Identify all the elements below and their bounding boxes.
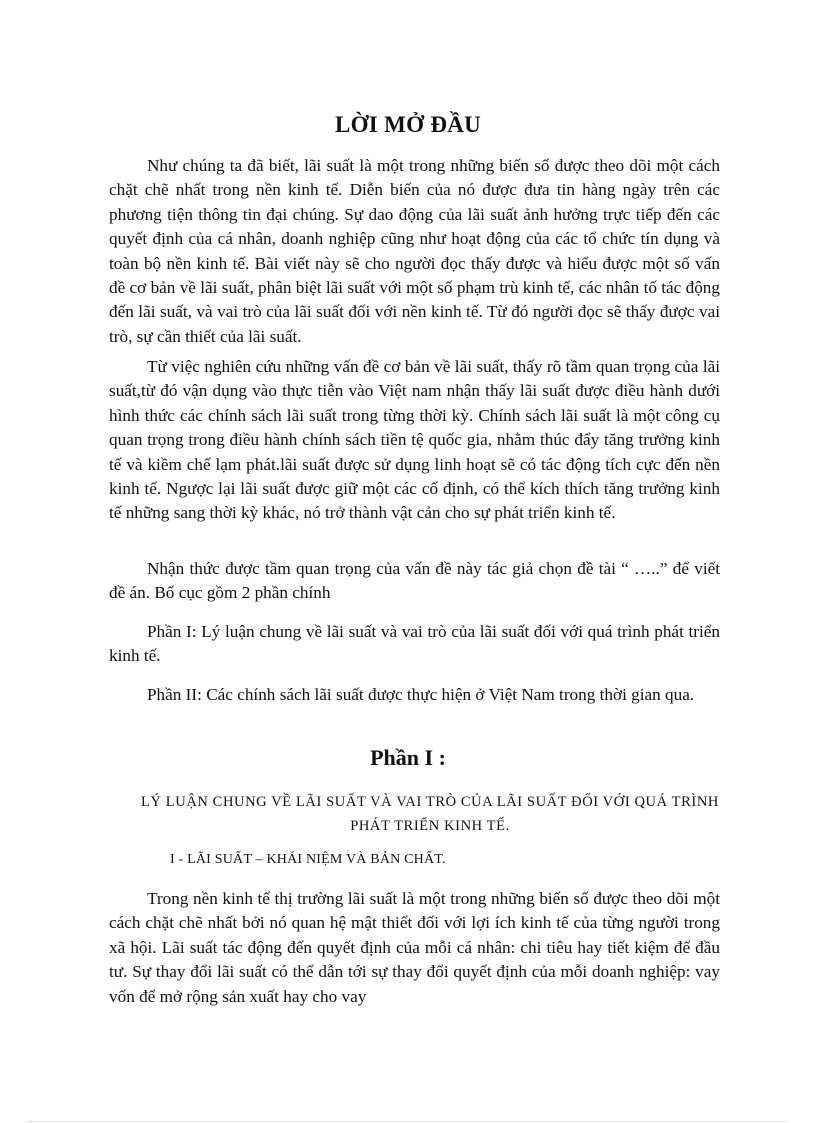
page-bottom-divider xyxy=(28,1121,788,1122)
intro-paragraph-2: Từ việc nghiên cứu những vấn đề cơ bản về lãi suất, thấy rõ tầm quan trọng của lãi suất,từ đó vận dụng vào thực tiễn vào Việt nam nhận thấy lãi suất được điều hành dưới hình thức các chính sách lãi suất trong từng thời kỳ. Chính sách lãi suất là một công cụ quan trọng trong điều hành chính sách tiền tệ quốc gia, nhằm thúc đẩy tăng trưởng kinh tế và kiềm chế lạm phát.lãi suất được sử dụng linh hoạt sẽ có tác động tích cực đến nền kinh tế. Ngược lại lãi suất được giữ một các cố định, có thể kích thích tăng trưởng kinh tế những sang thời kỳ khác, nó trở thành vật cản cho sự phát triển kinh tế. xyxy=(109,357,720,523)
section-title: LÝ LUẬN CHUNG VỀ LÃI SUẤT VÀ VAI TRÒ CỦA LÃI SUẤT ĐỐI VỚI QUÁ TRÌNH PHÁT TRIỂN KINH TẾ. xyxy=(141,794,719,834)
document-title: LỜI MỞ ĐẦU xyxy=(334,112,482,137)
outline-part-2: Phần II: Các chính sách lãi suất được thực hiện ở Việt Nam trong thời gian qua. xyxy=(147,685,695,704)
intro-paragraph-3: Nhận thức được tầm quan trọng của vấn đề này tác giả chọn đề tài “ …..” để viết đề án. Bố cục gồm 2 phần chính xyxy=(109,559,720,603)
outline-part-1: Phần I: Lý luận chung về lãi suất và vai trò của lãi suất đối với quá trình phát triển kinh tế. xyxy=(109,622,720,666)
part-heading: Phần I : xyxy=(370,745,446,770)
body-paragraph: Trong nền kinh tế thị trường lãi suất là một trong những biến số được theo dõi một cách chặt chẽ nhất bởi nó quan hệ mật thiết đối với lợi ích kinh tế của từng người trong xã hội. Lãi suất tác động đến quyết định của mỗi cá nhân: chi tiêu hay tiết kiệm để đầu tư. Sự thay đổi lãi suất có thể dẫn tới sự thay đổi quyết định của mỗi doanh nghiệp: vay vốn để mở rộng sản xuất hay cho vay xyxy=(109,889,720,1006)
intro-paragraph-1: Như chúng ta đã biết, lãi suất là một trong những biến số được theo dõi một cách chặt chẽ nhất trong nền kinh tế. Diễn biến của nó được đưa tin hàng ngày trên các phương tiện thông tin đại chúng. Sự dao động của lãi suất ảnh hưởng trực tiếp đến các quyết định của cá nhân, doanh nghiệp cũng như hoạt động của các tổ chức tín dụng và toàn bộ nền kinh tế. Bài viết này sẽ cho người đọc thấy được và hiểu được một số vấn đề cơ bản về lãi suất, phân biệt lãi suất với một số phạm trù kinh tế, các nhân tố tác động đến lãi suất, và vai trò của lãi suất đối với nền kinh tế. Từ đó người đọc sẽ thấy được vai trò, sự cần thiết của lãi suất. xyxy=(109,156,720,346)
subsection-title: I - LÃI SUẤT – KHÁI NIỆM VÀ BẢN CHẤT. xyxy=(170,852,446,867)
